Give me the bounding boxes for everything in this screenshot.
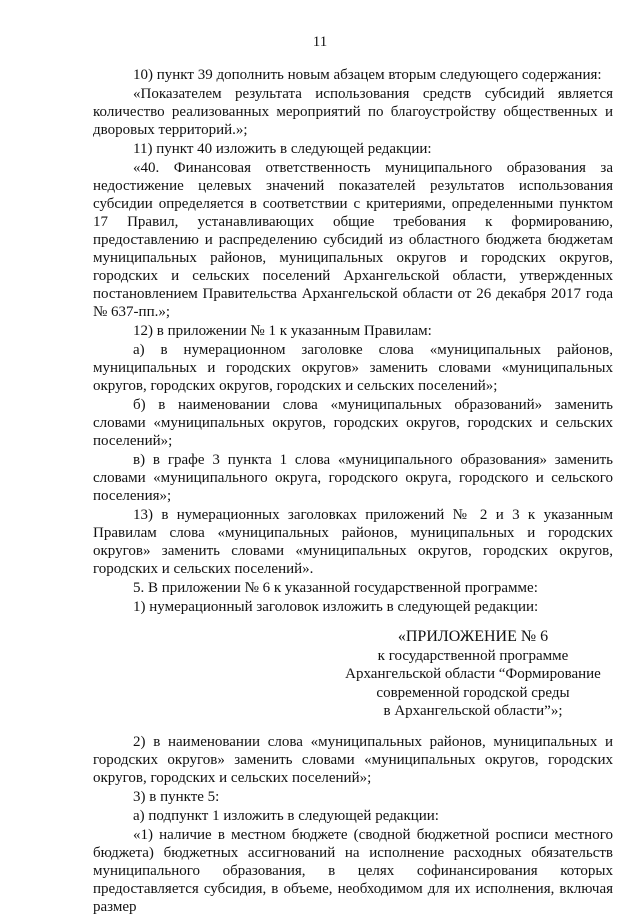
paragraph: б) в наименовании слова «муниципальных образований» заменить словами «муниципальных округов, городских округов, городских и сельских поселений»; <box>93 397 613 449</box>
appendix-line: в Архангельской области”»; <box>383 703 563 719</box>
appendix-stamp <box>338 628 608 721</box>
paragraph: 2) в наименовании слова «муниципальных районов, муниципальных и городских округов» заменить словами «муниципальных округов, городских округов, городских и сельских поселений»; <box>93 733 613 786</box>
paragraph: 5. В приложении № 6 к указанной государственной программе: <box>133 580 538 596</box>
appendix-line: Архангельской области “Формирование <box>345 666 601 682</box>
appendix-line: к государственной программе <box>377 647 569 664</box>
page-number: 11 <box>312 34 328 50</box>
paragraph: 11) пункт 40 изложить в следующей редакции: <box>133 141 432 157</box>
paragraph: 12) в приложении № 1 к указанным Правилам: <box>133 323 432 339</box>
paragraph: а) подпункт 1 изложить в следующей редакции: <box>133 807 439 824</box>
paragraph: 13) в нумерационных заголовках приложений № 2 и 3 к указанным Правилам слова «муниципальных районов, муниципальных и городских округов» заменить словами «муниципальных округов, городских округов, городских и сельских поселений». <box>93 507 613 577</box>
paragraph: 1) нумерационный заголовок изложить в следующей редакции: <box>133 599 539 615</box>
paragraph: а) в нумерационном заголовке слова «муниципальных районов, муниципальных и городских округов» заменить словами «муниципальных округов, городских округов, городских и сельских поселений»; <box>93 342 613 394</box>
paragraph: «1) наличие в местном бюджете (сводной бюджетной росписи местного бюджета) бюджетных ассигнований на исполнение расходных обязательств муниципального образования, в целях софинансирования которых предоставляется субсидия, в объеме, необходимом для их исполнения, включая размер <box>93 826 613 915</box>
paragraph: 3) в пункте 5: <box>133 788 220 805</box>
document-body <box>93 66 613 917</box>
appendix-heading: «ПРИЛОЖЕНИЕ № 6 <box>397 628 549 645</box>
paragraph: «40. Финансовая ответственность муниципального образования за недостижение целевых значений показателей результатов использования субсидии определяется в соответствии с критериями, определенными пунктом 17 Правил, устанавливающих общие требования к формированию, предоставлению и распределению субсидий из областного бюджета бюджетам муниципальных районов, муниципальных округов и городских округов, городских и сельских поселений Архангельской области, утвержденных постановлением Правительства Архангельской области от 26 декабря 2017 года № 637-пп.»; <box>93 160 613 320</box>
paragraph: 10) пункт 39 дополнить новым абзацем вторым следующего содержания: <box>133 67 602 83</box>
appendix-line: современной городской среды <box>376 684 570 701</box>
paragraph: в) в графе 3 пункта 1 слова «муниципального образования» заменить словами «муниципального округа, городского округа, городского и сельского поселения»; <box>93 452 613 504</box>
paragraph: «Показателем результата использования средств субсидий является количество реализованных мероприятий по благоустройству общественных и дворовых территорий.»; <box>93 86 613 138</box>
